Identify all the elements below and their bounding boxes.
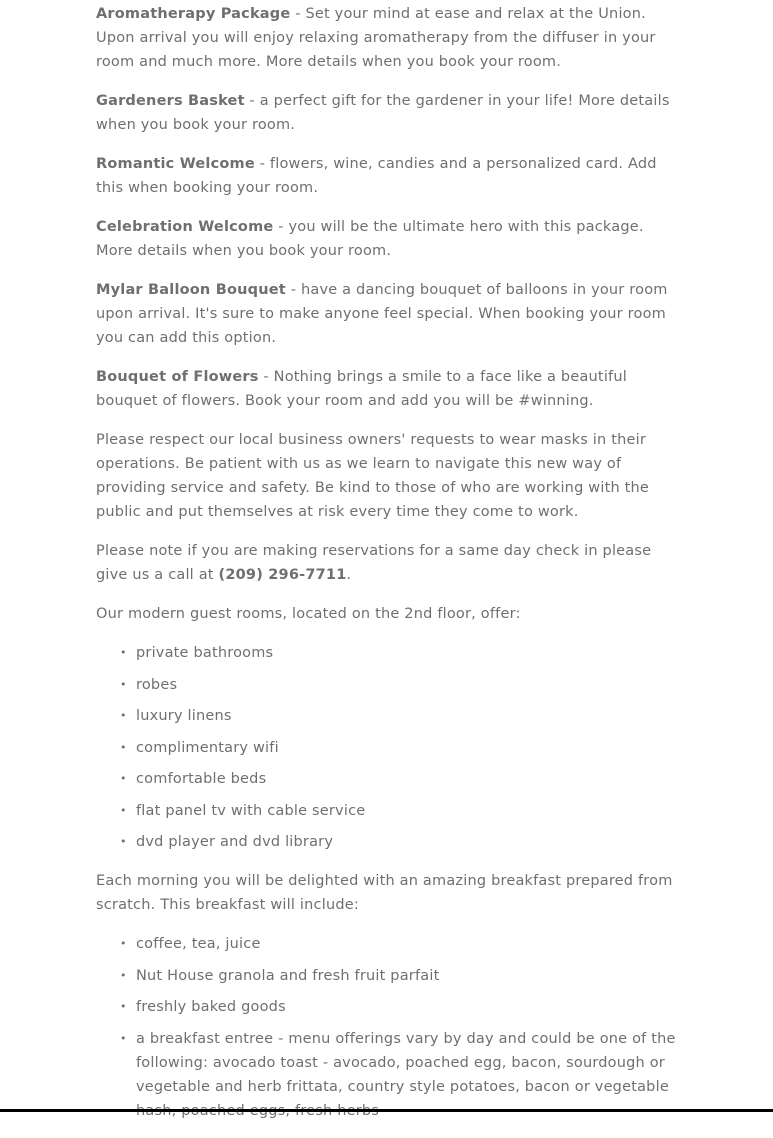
list-item: • complimentary wifi — [136, 736, 676, 760]
list-item: • dvd player and dvd library — [136, 830, 676, 854]
package-item — [96, 215, 676, 263]
list-item: • flat panel tv with cable service — [136, 799, 676, 823]
package-item — [96, 89, 676, 137]
phone-number: (209) 296-7711 — [218, 567, 347, 583]
list-item: • private bathrooms — [136, 641, 676, 665]
page-content — [96, 2, 676, 1138]
list-item: • luxury linens — [136, 704, 676, 728]
package-name: Romantic Welcome — [96, 156, 255, 172]
breakfast-list — [96, 932, 676, 1123]
package-name: Mylar Balloon Bouquet — [96, 282, 286, 298]
list-item: • comfortable beds — [136, 767, 676, 791]
package-name: Gardeners Basket — [96, 93, 245, 109]
package-item — [96, 152, 676, 200]
package-description: - Nothing brings a smile to a face like a beautiful bouquet of flowers. Book your room and add you will be #winning. — [96, 369, 627, 409]
masks-notice: Please respect our local business owners' requests to wear masks in their operations. Be patient with us as we learn to navigate this new way of providing service and safety. Be kind to those of who are working with the public and put themselves at risk every time they come to work. — [96, 432, 650, 520]
list-item: • robes — [136, 673, 676, 697]
package-description: - you will be the ultimate hero with this package. More details when you book your room. — [96, 219, 644, 259]
package-item — [96, 365, 676, 413]
package-name: Bouquet of Flowers — [96, 369, 259, 385]
package-item — [96, 2, 676, 74]
breakfast-intro: Each morning you will be delighted with an amazing breakfast prepared from scratch. This breakfast will include: — [96, 873, 673, 913]
list-item: • a breakfast entree - menu offerings vary by day and could be one of the following: avocado toast - avocado, poached egg, bacon, sourdough or vegetable and herb frittata, country style potatoes, bacon or vegetable — [136, 1027, 676, 1123]
same-day-notice — [96, 539, 676, 587]
package-description: - have a dancing bouquet of balloons in your room upon arrival. It's sure to make anyone feel special. When booking your room you can add this option. — [96, 282, 668, 346]
list-item: • freshly baked goods — [136, 995, 676, 1019]
package-description: - a perfect gift for the gardener in your life! More details when you book your room. — [96, 93, 670, 133]
list-item: • coffee, tea, juice — [136, 932, 676, 956]
amenities-list — [96, 641, 676, 854]
same-day-end: . — [346, 567, 352, 583]
same-day-text: Please note if you are making reservations for a same day check in please give us a call at — [96, 543, 652, 583]
rooms-intro: Our modern guest rooms, located on the 2nd floor, offer: — [96, 606, 521, 622]
package-name: Aromatherapy Package — [96, 6, 291, 22]
list-item: • Nut House granola and fresh fruit parfait — [136, 964, 676, 988]
package-name: Celebration Welcome — [96, 219, 274, 235]
package-description: - flowers, wine, candies and a personalized card. Add this when booking your room. — [96, 156, 657, 196]
package-description: - Set your mind at ease and relax at the Union. Upon arrival you will enjoy relaxing aromatherapy from the diffuser in your room and much more. More details when you book your room. — [96, 6, 656, 70]
package-item — [96, 278, 676, 350]
